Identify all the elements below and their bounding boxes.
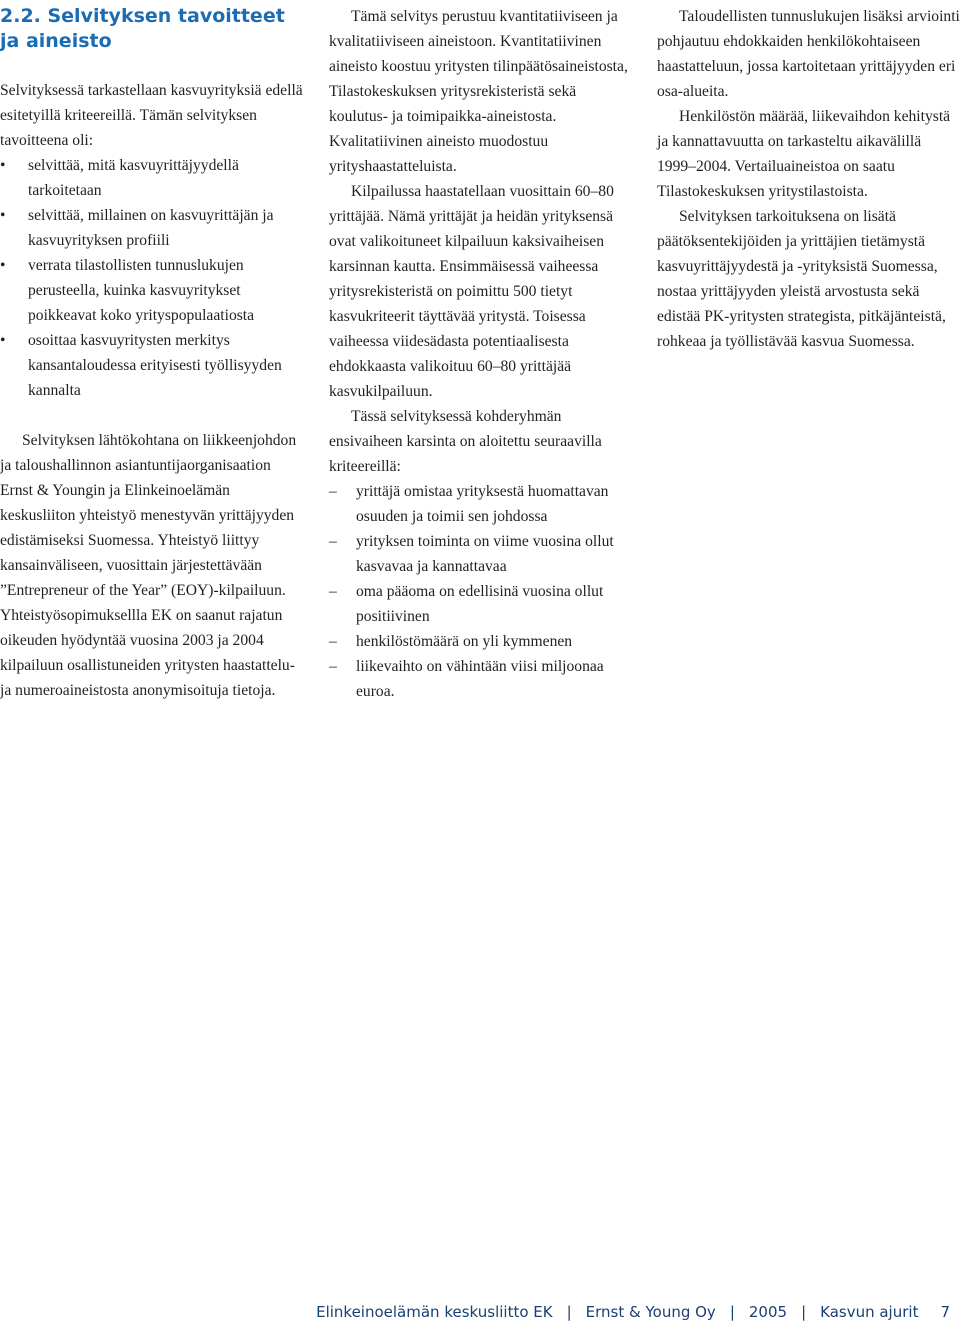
footer-separator: |: [729, 1303, 735, 1321]
footer-separator: |: [566, 1303, 572, 1321]
footer-separator: |: [801, 1303, 807, 1321]
period-paragraph: Henkilöstön määrää, liikevaihdon kehitystä ja kannattavuutta on tarkasteltu aikavälillä 1999–2004. Vertailuaineistoa on saatu Tilastokeskuksen yritystilastoista.: [657, 108, 951, 200]
section-heading: 2.2. Selvityksen tavoitteet ja aineisto: [0, 5, 285, 52]
list-item: • verrata tilastollisten tunnuslukujen perusteella, kuinka kasvuyritykset poikkeavat koko yrityspopulaatiosta: [0, 253, 305, 328]
list-item: • selvittää, millainen on kasvuyrittäjän ja kasvuyrityksen profiili: [0, 203, 305, 253]
criteria-list: [329, 479, 637, 704]
agreement-paragraph: Yhteistyösopimuksellla EK on saanut rajatun oikeuden hyödyntää vuosina 2003 ja 2004 kilpailuun osallistuneiden yritysten haastattelu- ja numeroaineistosta anonymisoituja tietoja.: [0, 607, 295, 699]
list-item: – oma pääoma on edellisinä vuosina ollut positiivinen: [329, 579, 637, 629]
column-right: [657, 4, 960, 354]
intro-paragraph: Selvityksessä tarkastellaan kasvuyrityksiä edellä esitetyillä kriteereillä. Tämän selvityksen tavoitteena oli:: [0, 82, 303, 149]
page-footer: [316, 1301, 950, 1323]
criteria-intro-paragraph: Tässä selvityksessä kohderyhmän ensivaiheen karsinta on aloitettu seuraavilla kriteereillä:: [329, 408, 602, 475]
footer-title: Kasvun ajurit: [820, 1303, 919, 1321]
evaluation-paragraph: Taloudellisten tunnuslukujen lisäksi arviointi pohjautuu ehdokkaiden henkilökohtaiseen haastatteluun, jossa kartoitetaan yrittäjyyden eri osa-alueita.: [657, 8, 960, 100]
list-item: – yrityksen toiminta on viime vuosina ollut kasvavaa ja kannattavaa: [329, 529, 637, 579]
objectives-list: [0, 153, 305, 403]
column-middle: [329, 4, 637, 704]
list-item: • selvittää, mitä kasvuyrittäjyydellä tarkoitetaan: [0, 153, 305, 203]
competition-paragraph: Kilpailussa haastatellaan vuosittain 60–80 yrittäjää. Nämä yrittäjät ja heidän yrityksensä ovat valikoituneet kilpailuun kaksivaiheisen karsinnan kautta. Ensimmäisessä vaiheessa yritysrekisteristä on poimittu 500 tietyt kasvukriteerit täyttävää yritystä. Toisessa vaiheessa viidesädasta potentiaalisesta ehdokkaasta valikoituu 60–80 yrittäjää kasvukilpailuun.: [329, 183, 614, 400]
column-left: [0, 4, 305, 703]
data-paragraph: Tämä selvitys perustuu kvantitatiiviseen ja kvalitatiiviseen aineistoon. Kvantitatiivinen aineisto koostuu yritysten tilinpäätösaineistosta, Tilastokeskuksen yritysrekisteristä sekä koulutus- ja toimipaikka-aineistosta. Kvalitatiivinen aineisto muodostuu yrityshaastatteluista.: [329, 8, 628, 175]
list-item: • osoittaa kasvuyritysten merkitys kansantaloudessa erityisesti työllisyyden kannalta: [0, 328, 305, 403]
page-number: 7: [940, 1303, 950, 1321]
footer-org: Elinkeinoelämän keskusliitto EK: [316, 1303, 553, 1321]
footer-year: 2005: [748, 1303, 788, 1321]
list-item: – yrittäjä omistaa yrityksestä huomattavan osuuden ja toimii sen johdossa: [329, 479, 637, 529]
background-paragraph: Selvityksen lähtökohtana on liikkeenjohdon ja taloushallinnon asiantuntijaorganisaation Ernst & Youngin ja Elinkeinoelämän keskusliiton yhteistyö menestyvän yrittäjyyden edistämiseksi Suomessa. Yhteistyö liittyy kansainväliseen, vuosittain järjestettävään ”Entrepreneur of the Year” (EOY)-kilpailuun.: [0, 432, 297, 599]
list-item: – liikevaihto on vähintään viisi miljoonaa euroa.: [329, 654, 637, 704]
list-item: – henkilöstömäärä on yli kymmenen: [329, 629, 637, 654]
footer-partner: Ernst & Young Oy: [585, 1303, 716, 1321]
purpose-paragraph: Selvityksen tarkoituksena on lisätä päätöksentekijöiden ja yrittäjien tietämystä kasvuyrittäjyydestä ja -yrityksistä Suomessa, nostaa yrittäjyyden yleistä arvostusta sekä edistää PK-yritysten strategista, pitkäjänteistä, rohkeaa ja työllistävää kasvua Suomessa.: [657, 208, 946, 350]
